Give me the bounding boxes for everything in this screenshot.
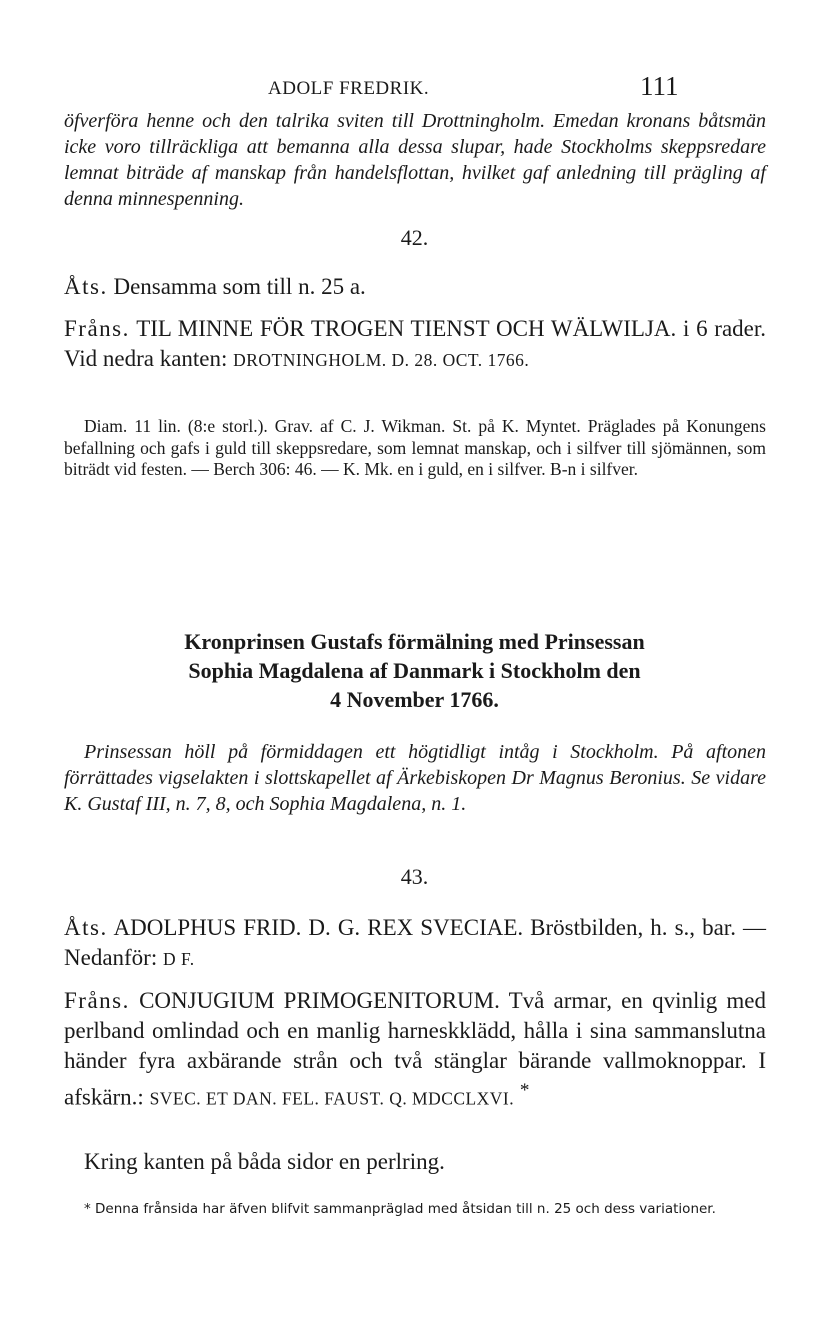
intro-paragraph: öfverföra henne och den talrika sviten till Drottningholm. Emedan kronans båtsmän icke voro tillräckliga att bemanna alla dessa slupar, hade Stockholms skeppsredare lemnat biträde af manskap från handelsflottan, hvilket gaf anledning till prägling af denna minnespenning.	[64, 110, 766, 210]
footnote	[64, 1200, 766, 1219]
page-number: 111	[640, 71, 679, 101]
footnote-mark: *	[519, 1080, 530, 1101]
heading-line-3: 4 November 1766.	[330, 687, 499, 712]
medal-43-reverse	[64, 986, 766, 1114]
exergue-text: SVEC. ET DAN. FEL. FAUST. Q. MDCCLXVI.	[149, 1088, 515, 1109]
description-text: Diam. 11 lin. (8:e storl.). Grav. af C. J. Wikman. St. på K. Myntet. Präglades på Konungens befallning och gafs i guld till skeppsredare, som lemnat manskap, och i silfver till sjömännen, som biträdt vid festen. — Berch 306: 46. — K. Mk. en i guld, en i silfver. B-n i silfver.	[64, 416, 766, 479]
edge-text: Kring kanten på båda sidor en perlring.	[84, 1149, 445, 1174]
medal-43-number: 43.	[400, 864, 429, 889]
obverse-signature: D F.	[163, 949, 195, 969]
heading-line-2: Sophia Magdalena af Danmark i Stockholm den	[188, 658, 641, 683]
exergue-text: DROTNINGHOLM. D. 28. OCT. 1766.	[233, 350, 530, 370]
reverse-text: CONJUGIUM PRIMOGENITORUM. Två armar, en qvinlig med perlband omlindad och en manlig harneskklädd, hålla i sina sammanslutna händer fyra axbärande strån och två stänglar bärande vallmoknoppar. I afskärn.:	[64, 988, 767, 1110]
reverse-label: Fråns.	[64, 316, 130, 341]
medal-42-obverse	[64, 272, 766, 302]
section-text: Prinsessan höll på förmiddagen ett högtidligt intåg i Stockholm. På aftonen förrättades vigselakten i slottskapellet af Ärkebiskopen Dr Magnus Beronius. Se vidare K. Gustaf III, n. 7, 8, och Sophia Magdalena, n. 1.	[64, 741, 766, 815]
reverse-text: TIL MINNE FÖR TROGEN TIENST OCH WÄLWILJA. i 6 rader. Vid nedra kanten:	[64, 316, 766, 371]
obverse-text: ADOLPHUS FRID. D. G. REX SVECIAE. Bröstbilden, h. s., bar. — Nedanför:	[64, 915, 766, 970]
medal-42-number: 42.	[400, 225, 429, 250]
medal-42-description	[64, 416, 766, 481]
footnote-text: * Denna frånsida har äfven blifvit sammanpräglad med åtsidan till n. 25 och dess variationer.	[84, 1201, 716, 1217]
medal-43-obverse	[64, 913, 766, 974]
section-heading	[60, 627, 769, 714]
obverse-label: Åts.	[64, 915, 108, 940]
running-head: ADOLF FREDRIK.	[268, 78, 430, 99]
medal-42-reverse	[64, 314, 766, 375]
heading-line-1: Kronprinsen Gustafs förmälning med Prinsessan	[184, 629, 645, 654]
obverse-label: Åts.	[64, 274, 108, 299]
section-paragraph	[64, 739, 766, 817]
medal-43-edge	[64, 1147, 766, 1177]
reverse-label: Fråns.	[64, 988, 130, 1013]
obverse-text: Densamma som till n. 25 a.	[113, 274, 366, 299]
